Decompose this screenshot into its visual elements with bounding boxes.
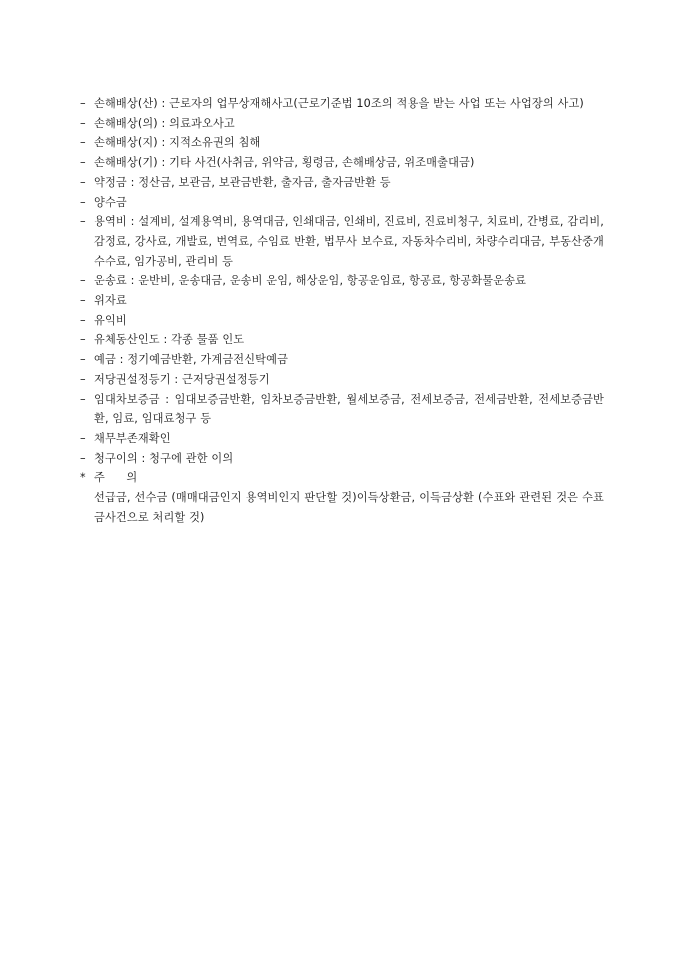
- list-item-text: 유체동산인도 : 각종 물품 인도: [94, 333, 245, 347]
- list-item-text: 손해배상(지) : 지적소유권의 침해: [94, 136, 261, 150]
- list-item: [80, 350, 604, 370]
- list-item-text: 손해배상(산) : 근로자의 업무상재해사고(근로기준법 10조의 적용을 받는 사업 또는 사업장의 사고): [94, 97, 584, 110]
- list-item: [80, 291, 604, 311]
- list-item-text: 양수금: [94, 195, 127, 209]
- bullet-dash: –: [80, 294, 86, 308]
- bullet-dash: –: [80, 97, 86, 110]
- list-item-text: 용역비 : 설계비, 설계용역비, 용역대금, 인쇄대금, 인쇄비, 진료비, 진료비청구, 치료비, 간병료, 감리비, 감정료, 강사료, 개발료, 번역료, 수임료 반환, 법무사 보수료, 자동차수리비, 차량수리대금, 부동산중개수수료, 임가공비, 관리비 등: [94, 215, 604, 268]
- bullet-dash: –: [80, 116, 86, 130]
- notice-body: 선급금, 선수금 (매매대금인지 용역비인지 판단할 것)이득상환금, 이득금상환 (수표와 관련된 것은 수표금사건으로 처리할 것): [94, 491, 604, 524]
- case-type-list: [80, 94, 604, 527]
- list-item-text: 청구이의 : 청구에 관한 이의: [94, 451, 234, 465]
- list-item: [80, 330, 604, 350]
- list-item: [80, 133, 604, 153]
- bullet-dash: –: [80, 353, 86, 367]
- list-item: [80, 429, 604, 449]
- list-item: [80, 311, 604, 331]
- bullet-dash: –: [80, 195, 86, 209]
- notice-heading: [80, 468, 604, 488]
- list-item-text: 유익비: [94, 313, 127, 327]
- bullet-dash: –: [80, 313, 86, 327]
- list-item-text: 약정금 : 정산금, 보관금, 보관금반환, 출자금, 출자금반환 등: [94, 175, 391, 189]
- bullet-dash: –: [80, 392, 86, 406]
- list-item: [80, 449, 604, 469]
- bullet-dash: –: [80, 274, 86, 288]
- list-item-text: 임대차보증금 : 임대보증금반환, 임차보증금반환, 월세보증금, 전세보증금, 전세금반환, 전세보증금반환, 임료, 임대료청구 등: [94, 392, 604, 426]
- list-item: [80, 173, 604, 193]
- bullet-dash: –: [80, 136, 86, 150]
- list-item-text: 손해배상(기) : 기타 사건(사취금, 위약금, 횡령금, 손해배상금, 위조매출대금): [94, 156, 475, 170]
- list-item: [80, 370, 604, 390]
- list-item-text: 예금 : 정기예금반환, 가계금전신탁예금: [94, 353, 289, 367]
- list-item-text: 저당권설정등기 : 근저당권설정등기: [94, 372, 270, 386]
- bullet-dash: –: [80, 333, 86, 347]
- list-item: [80, 193, 604, 213]
- bullet-dash: –: [80, 451, 86, 465]
- list-item: [80, 94, 604, 114]
- list-item: [80, 212, 604, 271]
- bullet-dash: –: [80, 156, 86, 170]
- bullet-dash: –: [80, 215, 86, 229]
- list-item: [80, 390, 604, 429]
- list-item: [80, 271, 604, 291]
- list-item: [80, 114, 604, 134]
- bullet-dash: –: [80, 175, 86, 189]
- asterisk-marker: *: [80, 471, 86, 485]
- notice-label: 주 의: [94, 471, 147, 485]
- list-item: [80, 153, 604, 173]
- list-item-text: 운송료 : 운반비, 운송대금, 운송비 운임, 해상운임, 항공운임료, 항공료, 항공화물운송료: [94, 274, 527, 288]
- list-item-text: 위자료: [94, 294, 127, 308]
- list-item-text: 손해배상(의) : 의료과오사고: [94, 116, 235, 130]
- bullet-dash: –: [80, 431, 86, 445]
- bullet-dash: –: [80, 372, 86, 386]
- list-item-text: 채무부존재확인: [94, 431, 171, 445]
